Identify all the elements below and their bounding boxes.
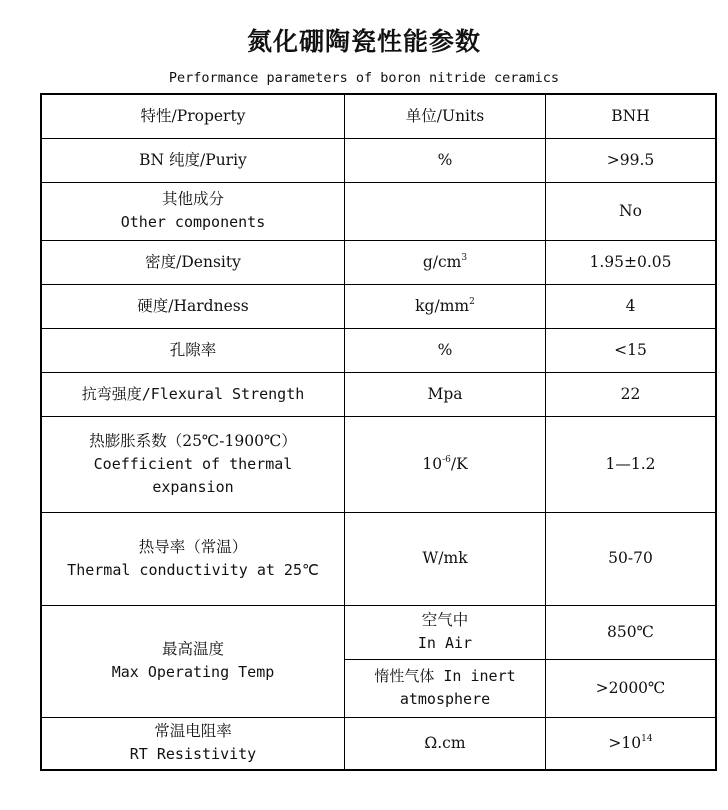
property-other	[41, 182, 345, 240]
unit-thermal-expansion-base: 10	[422, 454, 443, 473]
table-row-density	[41, 240, 716, 284]
value-resistivity-exponent: 14	[641, 733, 653, 744]
unit-density-base: g/cm	[422, 252, 462, 271]
unit-max-temp-inert	[345, 659, 546, 717]
page-title: 氮化硼陶瓷性能参数	[246, 27, 481, 56]
table-row-purity	[41, 138, 716, 182]
property-thermal-conductivity	[41, 512, 345, 605]
unit-other	[345, 182, 546, 240]
property-max-temp-cn: 最高温度	[161, 640, 224, 658]
inert-label-2: atmosphere	[399, 690, 491, 708]
property-thermal-expansion-en-2: expansion	[152, 477, 234, 496]
property-other-en: Other components	[120, 213, 266, 231]
properties-table	[40, 93, 717, 771]
value-hardness: 4	[546, 284, 717, 328]
value-max-temp-inert: >2000℃	[546, 659, 717, 717]
table-row-thermal-expansion	[41, 416, 716, 512]
unit-purity: %	[345, 138, 546, 182]
value-resistivity-base: >10	[608, 733, 642, 752]
inert-label-1: 惰性气体 In inert	[374, 667, 516, 685]
property-porosity: 孔隙率	[41, 328, 345, 372]
property-resistivity	[41, 717, 345, 770]
value-thermal-conductivity: 50-70	[546, 512, 717, 605]
unit-flexural: Mpa	[345, 372, 546, 416]
table-row-hardness	[41, 284, 716, 328]
unit-thermal-expansion	[345, 416, 546, 512]
property-max-temp	[41, 605, 345, 717]
property-flexural: 抗弯强度/Flexural Strength	[41, 372, 345, 416]
unit-hardness-base: kg/mm	[415, 296, 470, 315]
table-row-porosity	[41, 328, 716, 372]
property-max-temp-en: Max Operating Temp	[111, 663, 275, 681]
value-flexural: 22	[546, 372, 717, 416]
property-hardness: 硬度/Hardness	[41, 284, 345, 328]
air-label-en: In Air	[417, 634, 473, 652]
air-label-cn: 空气中	[421, 611, 469, 629]
table-header-row	[41, 94, 716, 138]
property-purity: BN 纯度/Puriy	[41, 138, 345, 182]
property-thermal-expansion-cn: 热膨胀系数（25℃-1900℃）	[89, 431, 297, 450]
unit-density-exponent: 3	[461, 252, 468, 263]
property-density: 密度/Density	[41, 240, 345, 284]
property-other-cn: 其他成分	[161, 190, 224, 208]
value-resistivity	[546, 717, 717, 770]
table-row-flexural	[41, 372, 716, 416]
unit-thermal-expansion-exponent: -6	[442, 454, 451, 465]
unit-thermal-expansion-suffix: /K	[450, 454, 468, 473]
header-units: 单位/Units	[345, 94, 546, 138]
property-thermal-expansion-en-1: Coefficient of thermal	[93, 454, 293, 473]
unit-hardness-exponent: 2	[469, 296, 475, 307]
header-value: BNH	[546, 94, 717, 138]
unit-density	[345, 240, 546, 284]
property-thermal-expansion	[41, 416, 345, 512]
unit-porosity: %	[345, 328, 546, 372]
value-thermal-expansion: 1—1.2	[546, 416, 717, 512]
property-thermal-conductivity-en: Thermal conductivity at 25℃	[67, 560, 319, 579]
table-row-resistivity	[41, 717, 716, 770]
table-row-thermal-conductivity	[41, 512, 716, 605]
value-other: No	[546, 182, 717, 240]
table-row-other	[41, 182, 716, 240]
header-property: 特性/Property	[41, 94, 345, 138]
value-purity: >99.5	[546, 138, 717, 182]
property-resistivity-en: RT Resistivity	[129, 745, 257, 764]
unit-resistivity: Ω.cm	[345, 717, 546, 770]
unit-thermal-conductivity: W/mk	[345, 512, 546, 605]
value-max-temp-air: 850℃	[546, 605, 717, 659]
unit-max-temp-air	[345, 605, 546, 659]
table-row-max-temp-air	[41, 605, 716, 659]
page-subtitle: Performance parameters of boron nitride ceramics	[168, 70, 560, 86]
value-density: 1.95±0.05	[546, 240, 717, 284]
property-resistivity-cn: 常温电阻率	[154, 722, 232, 741]
unit-hardness	[345, 284, 546, 328]
value-porosity: <15	[546, 328, 717, 372]
property-thermal-conductivity-cn: 热导率（常温）	[138, 537, 248, 556]
